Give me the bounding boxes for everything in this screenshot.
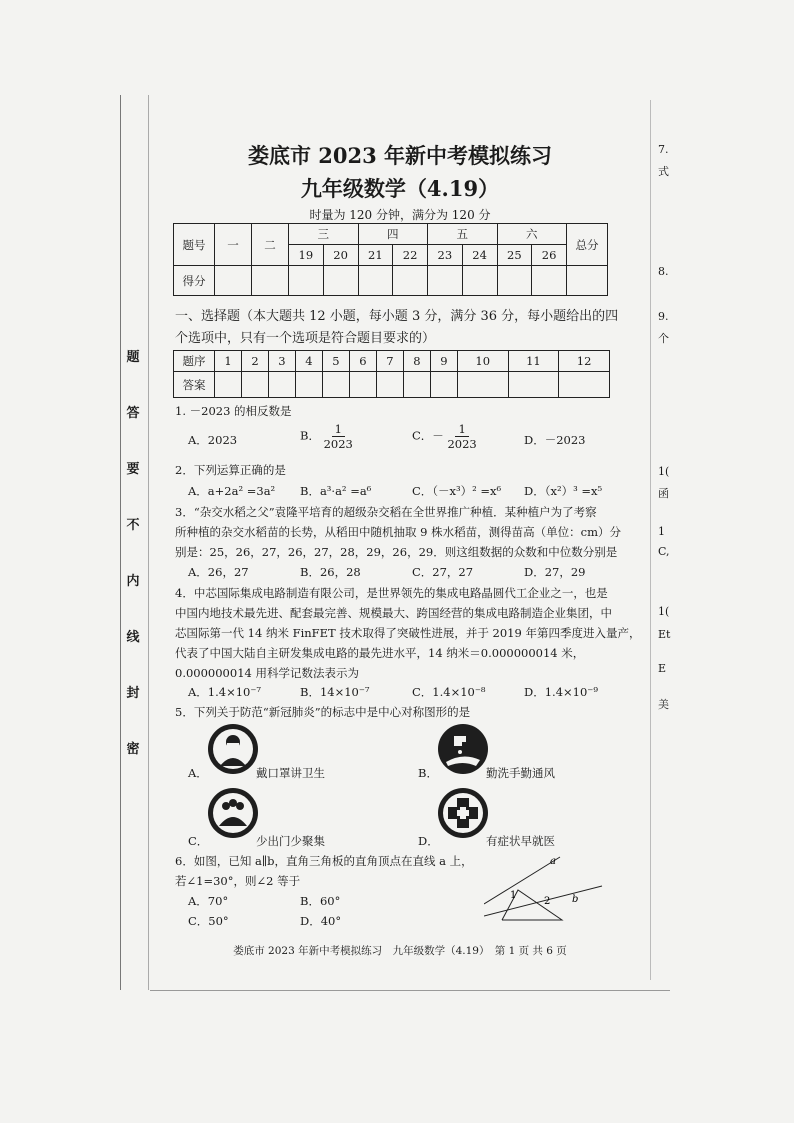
question-number-cell: 3 xyxy=(268,351,295,372)
header-cell: 四 xyxy=(358,224,428,245)
label-b: b xyxy=(572,894,579,905)
label-a: a xyxy=(550,856,556,867)
q4-option-b: B．14×10⁻⁷ xyxy=(300,685,370,699)
exam-subtitle: 九年级数学（4.19） xyxy=(300,176,500,201)
right-fragment: 美 xyxy=(658,698,669,711)
right-fragment: 8. xyxy=(658,265,669,278)
answer-cell xyxy=(215,372,242,398)
q6-option-c: C．50° xyxy=(188,914,229,928)
answer-cell xyxy=(295,372,322,398)
score-cell xyxy=(323,266,358,296)
q5-option-c: C． xyxy=(188,834,209,848)
q1-option-c xyxy=(412,422,477,451)
score-table xyxy=(173,223,608,296)
answer-cell xyxy=(403,372,430,398)
angle-2-label: 2 xyxy=(544,896,551,907)
crowd-icon xyxy=(206,786,260,840)
question-number-cell: 6 xyxy=(349,351,376,372)
page-bottom-edge xyxy=(150,990,670,991)
answer-cell xyxy=(349,372,376,398)
header-cell: 三 xyxy=(289,224,359,245)
question-number-cell: 24 xyxy=(462,245,497,266)
question-number-cell: 1 xyxy=(215,351,242,372)
right-fragment: 9. xyxy=(658,310,669,323)
q5-caption-b: 勤洗手勤通风 xyxy=(486,766,555,780)
question-number-cell: 5 xyxy=(322,351,349,372)
answer-row-label: 答案 xyxy=(174,372,215,398)
q5-caption-a: 戴口罩讲卫生 xyxy=(256,766,325,780)
question-number-cell: 7 xyxy=(376,351,403,372)
question-4-line: 4．中芯国际集成电路制造有限公司，是世界领先的集成电路晶圆代工企业之一，也是 xyxy=(175,586,608,600)
fraction xyxy=(324,422,353,451)
answer-cell xyxy=(559,372,610,398)
seal-char: 密 xyxy=(126,742,140,757)
q4-option-a: A．1.4×10⁻⁷ xyxy=(188,685,262,699)
question-number-cell: 22 xyxy=(393,245,428,266)
question-number-cell: 21 xyxy=(358,245,393,266)
numerator: 1 xyxy=(455,422,468,437)
header-cell: 六 xyxy=(497,224,567,245)
section-heading-cont: 个选项中，只有一个选项是符合题目要求的） xyxy=(175,331,436,346)
q2-option-b: B．a³·a² =a⁶ xyxy=(300,484,372,498)
numerator: 1 xyxy=(332,422,345,437)
question-4-line: 中国内地技术最先进、配套最完善、规模最大、跨国经营的集成电路制造企业集团，中 xyxy=(175,606,612,620)
seal-char: 线 xyxy=(126,630,140,645)
q5-caption-d: 有症状早就医 xyxy=(486,834,555,848)
page-right-edge xyxy=(650,100,651,980)
score-cell xyxy=(567,266,608,296)
answer-cell xyxy=(268,372,295,398)
question-number-cell: 2 xyxy=(241,351,268,372)
question-4-line: 0.000000014 用科学记数法表示为 xyxy=(175,666,359,680)
binding-line xyxy=(120,95,121,990)
seal-char: 内 xyxy=(126,574,140,589)
question-4-line: 芯国际第一代 14 纳米 FinFET 技术取得了突破性进展，并于 2019 年第四季度进入量产， xyxy=(175,626,641,640)
score-cell xyxy=(532,266,567,296)
option-label: B． xyxy=(300,428,320,443)
question-4-line: 代表了中国大陆自主研发集成电路的最先进水平，14 纳米＝0.000000014 米， xyxy=(175,646,585,660)
q5-option-d: D． xyxy=(418,834,439,848)
question-6-line: 若∠1=30°，则∠2 等于 xyxy=(175,874,301,888)
question-number-cell: 23 xyxy=(428,245,463,266)
medical-cross-icon xyxy=(436,786,490,840)
q4-option-c: C．1.4×10⁻⁸ xyxy=(412,685,486,699)
question-number-cell: 4 xyxy=(295,351,322,372)
seal-line-text xyxy=(122,330,144,778)
q1-option-d: D．－2023 xyxy=(524,433,586,447)
header-cell: 一 xyxy=(215,224,252,266)
q5-caption-c: 少出门少聚集 xyxy=(256,834,325,848)
question-3-line: 所种植的杂交水稻苗的长势，从稻田中随机抽取 9 株水稻苗，测得苗高（单位：cm）分 xyxy=(175,525,621,539)
q1-option-a: A．2023 xyxy=(188,433,238,447)
answer-cell xyxy=(430,372,457,398)
question-number-cell: 20 xyxy=(323,245,358,266)
right-fragment: 1( xyxy=(658,465,670,478)
mask-icon xyxy=(206,722,260,776)
header-cell: 题号 xyxy=(174,224,215,266)
question-1-stem: 1. －2023 的相反数是 xyxy=(175,404,292,418)
seal-char: 题 xyxy=(126,350,140,365)
seal-char: 答 xyxy=(126,406,140,421)
question-number-cell: 9 xyxy=(430,351,457,372)
question-3-line: 别是：25，26，27，26，27，28，29，26，29．则这组数据的众数和中位数分别是 xyxy=(175,545,618,559)
q3-option-a: A．26，27 xyxy=(188,565,249,579)
answer-cell xyxy=(241,372,268,398)
answer-cell xyxy=(376,372,403,398)
score-row-label: 得分 xyxy=(174,266,215,296)
header-cell: 二 xyxy=(252,224,289,266)
question-number-cell: 12 xyxy=(559,351,610,372)
question-2-stem: 2．下列运算正确的是 xyxy=(175,463,286,477)
q3-option-b: B．26，28 xyxy=(300,565,361,579)
score-cell xyxy=(358,266,393,296)
question-5-stem: 5．下列关于防范“新冠肺炎”的标志中是中心对称图形的是 xyxy=(175,705,471,719)
q2-option-d: D．（x²）³ =x⁵ xyxy=(524,484,603,498)
right-fragment: 7. xyxy=(658,143,669,156)
q2-option-c: C．（－x³）² =x⁶ xyxy=(412,484,502,498)
q5-option-b: B． xyxy=(418,766,438,780)
q5-option-a: A． xyxy=(188,766,208,780)
q2-option-a: A．a+2a² =3a² xyxy=(188,484,276,498)
option-label: C．－ xyxy=(412,428,444,443)
geometry-figure xyxy=(484,852,604,924)
right-fragment: 式 xyxy=(658,165,669,178)
hand-wash-icon xyxy=(436,722,490,776)
question-3-line: 3．“杂交水稻之父”袁隆平培育的超级杂交稻在全世界推广种植．某种植户为了考察 xyxy=(175,505,597,519)
answer-table xyxy=(173,350,610,398)
score-cell xyxy=(289,266,324,296)
right-fragment: 1 xyxy=(658,525,665,538)
header-cell: 题序 xyxy=(174,351,215,372)
q4-option-d: D．1.4×10⁻⁹ xyxy=(524,685,598,699)
q6-option-d: D．40° xyxy=(300,914,342,928)
header-cell: 五 xyxy=(428,224,498,245)
answer-cell xyxy=(322,372,349,398)
question-number-cell: 10 xyxy=(457,351,508,372)
right-fragment: Et xyxy=(658,628,671,641)
question-number-cell: 19 xyxy=(289,245,324,266)
denominator: 2023 xyxy=(447,437,477,451)
score-cell xyxy=(462,266,497,296)
score-cell xyxy=(393,266,428,296)
time-info: 时量为 120 分钟，满分为 120 分 xyxy=(309,208,491,222)
score-cell xyxy=(497,266,532,296)
answer-cell xyxy=(457,372,508,398)
seal-char: 封 xyxy=(126,686,140,701)
q3-option-d: D．27，29 xyxy=(524,565,586,579)
binding-line-inner xyxy=(148,95,149,990)
question-number-cell: 26 xyxy=(532,245,567,266)
section-heading: 一、选择题（本大题共 12 小题，每小题 3 分，满分 36 分，每小题给出的四 xyxy=(175,309,619,324)
fraction xyxy=(447,422,476,451)
score-cell xyxy=(215,266,252,296)
line-b xyxy=(484,886,602,916)
right-fragment: 函 xyxy=(658,487,669,500)
right-fragment: C, xyxy=(658,545,670,558)
seal-char: 不 xyxy=(126,518,140,533)
question-number-cell: 8 xyxy=(403,351,430,372)
seal-char: 要 xyxy=(126,462,140,477)
denominator: 2023 xyxy=(323,437,353,451)
right-fragment: 1( xyxy=(658,605,670,618)
question-6-line: 6．如图，已知 a∥b，直角三角板的直角顶点在直线 a 上， xyxy=(175,854,473,868)
q6-option-b: B．60° xyxy=(300,894,341,908)
question-number-cell: 11 xyxy=(508,351,559,372)
page-footer: 娄底市 2023 年新中考模拟练习 九年级数学（4.19） 第 1 页 共 6 页 xyxy=(233,945,567,957)
q1-option-b xyxy=(300,422,353,451)
q6-option-a: A．70° xyxy=(188,894,229,908)
score-cell xyxy=(428,266,463,296)
score-cell xyxy=(252,266,289,296)
header-cell: 总分 xyxy=(567,224,608,266)
right-fragment: 个 xyxy=(658,332,669,345)
right-fragment: E xyxy=(658,662,667,675)
angle-1-label: 1 xyxy=(510,890,517,901)
exam-title: 娄底市 2023 年新中考模拟练习 xyxy=(247,143,553,168)
q3-option-c: C．27，27 xyxy=(412,565,474,579)
answer-cell xyxy=(508,372,559,398)
question-number-cell: 25 xyxy=(497,245,532,266)
